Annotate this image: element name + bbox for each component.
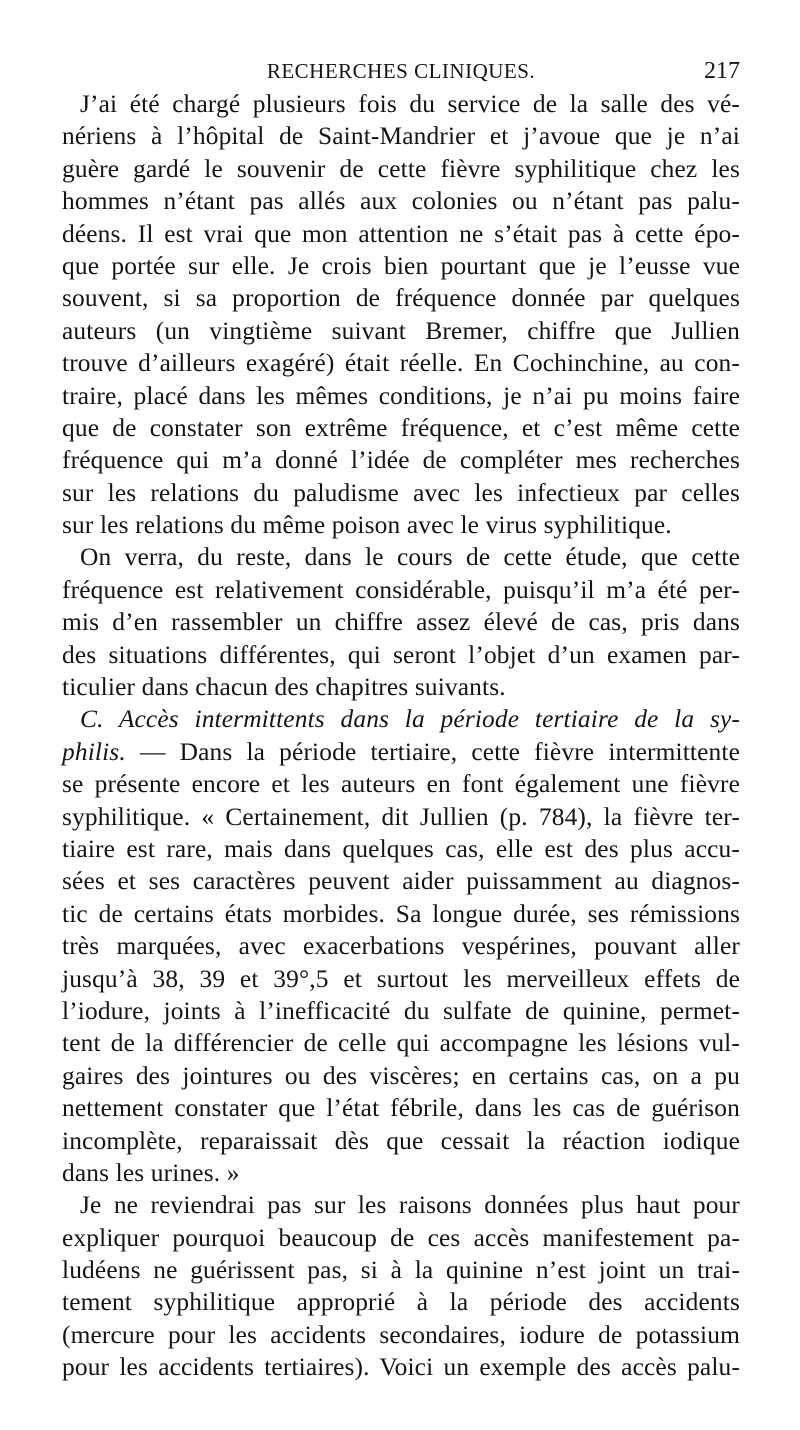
text-line: (mercure pour les accidents secondaires, iodure de potassium — [62, 1320, 740, 1349]
text-line: fréquence qui m’a donné l’idée de compléter mes recherches — [62, 446, 740, 475]
text-line: fréquence est relativement considérable, puisqu’il m’a été per- — [62, 575, 740, 604]
text-line: des situations différentes, qui seront l’objet d’un examen par- — [62, 640, 740, 669]
text-line: tement syphilitique approprié à la période des accidents — [62, 1288, 740, 1317]
heading-line-text: — Dans la période tertiaire, cette fièvre intermittente — [125, 737, 740, 766]
text-line: ticulier dans chacun des chapitres suivants. — [62, 673, 506, 702]
text-line: trouve d’ailleurs exagéré) était réelle. En Cochinchine, au con- — [62, 349, 740, 378]
text-line: expliquer pourquoi beaucoup de ces accès manifestement pa- — [62, 1223, 740, 1252]
text-line: hommes n’étant pas allés aux colonies ou n’étant pas palu- — [62, 187, 740, 216]
text-line: mis d’en rassembler un chiffre assez élevé de cas, pris dans — [62, 608, 740, 637]
page-number: 217 — [704, 58, 740, 84]
text-line: sées et ses caractères peuvent aider puissamment au diagnos- — [62, 867, 740, 896]
text-line: pour les accidents tertiaires). Voici un exemple des accès palu- — [62, 1353, 740, 1382]
text-line: tic de certains états morbides. Sa longue durée, ses rémissions — [62, 899, 740, 928]
text-line: tiaire est rare, mais dans quelques cas, elle est des plus accu- — [62, 834, 740, 863]
text-line: nettement constater que l’état fébrile, dans les cas de guérison — [62, 1094, 740, 1123]
paragraph-2 — [62, 541, 740, 703]
paragraph-3 — [62, 703, 740, 1189]
text-line: jusqu’à 38, 39 et 39°,5 et surtout les merveilleux effets de — [62, 964, 740, 993]
text-line: tent de la différencier de celle qui accompagne les lésions vul- — [62, 1029, 740, 1058]
paragraph-1 — [62, 88, 740, 541]
text-line: traire, placé dans les mêmes conditions, je n’ai pu moins faire — [62, 381, 740, 410]
text-line: Je ne reviendrai pas sur les raisons données plus haut pour — [80, 1191, 740, 1220]
text-line: incomplète, reparaissait dès que cessait la réaction iodique — [62, 1126, 740, 1155]
text-line: se présente encore et les auteurs en font également une fièvre — [62, 770, 740, 799]
section-heading-line: C. Accès intermittents dans la période tertiaire de la sy- — [80, 705, 740, 734]
section-heading-continuation — [62, 736, 740, 768]
text-line: que de constater son extrême fréquence, et c’est même cette — [62, 413, 740, 442]
text-line: très marquées, avec exacerbations vespérines, pouvant aller — [62, 932, 740, 961]
text-line: sur les relations du paludisme avec les infectieux par celles — [62, 478, 740, 507]
text-line: On verra, du reste, dans le cours de cette étude, que cette — [80, 543, 740, 572]
text-line: souvent, si sa proportion de fréquence donnée par quelques — [62, 284, 740, 313]
text-line: que portée sur elle. Je crois bien pourtant que je l’eusse vue — [62, 251, 740, 280]
book-page — [62, 54, 740, 1384]
text-line: J’ai été chargé plusieurs fois du service de la salle des vé- — [80, 90, 740, 118]
text-line: l’iodure, joints à l’inefficacité du sulfate de quinine, permet- — [62, 996, 740, 1025]
text-line: nériens à l’hôpital de Saint-Mandrier et j’avoue que je n’ai — [62, 122, 740, 151]
text-line: guère gardé le souvenir de cette fièvre syphilitique chez les — [62, 154, 740, 183]
text-line: syphilitique. « Certainement, dit Jullien (p. 784), la fièvre ter- — [62, 802, 740, 831]
paragraph-4 — [62, 1189, 740, 1383]
text-line: sur les relations du même poison avec le virus syphilitique. — [62, 511, 672, 540]
section-heading-end: philis. — [62, 737, 126, 766]
text-line: gaires des jointures ou des viscères; en certains cas, on a pu — [62, 1061, 740, 1090]
text-line: auteurs (un vingtième suivant Bremer, chiffre que Jullien — [62, 316, 740, 345]
running-head — [62, 54, 740, 88]
running-title: RECHERCHES CLINIQUES. — [266, 59, 536, 83]
text-line: dans les urines. » — [62, 1158, 240, 1187]
text-line: ludéens ne guérissent pas, si à la quinine n’est joint un trai- — [62, 1256, 740, 1285]
text-line: déens. Il est vrai que mon attention ne s’était pas à cette épo- — [62, 219, 740, 248]
